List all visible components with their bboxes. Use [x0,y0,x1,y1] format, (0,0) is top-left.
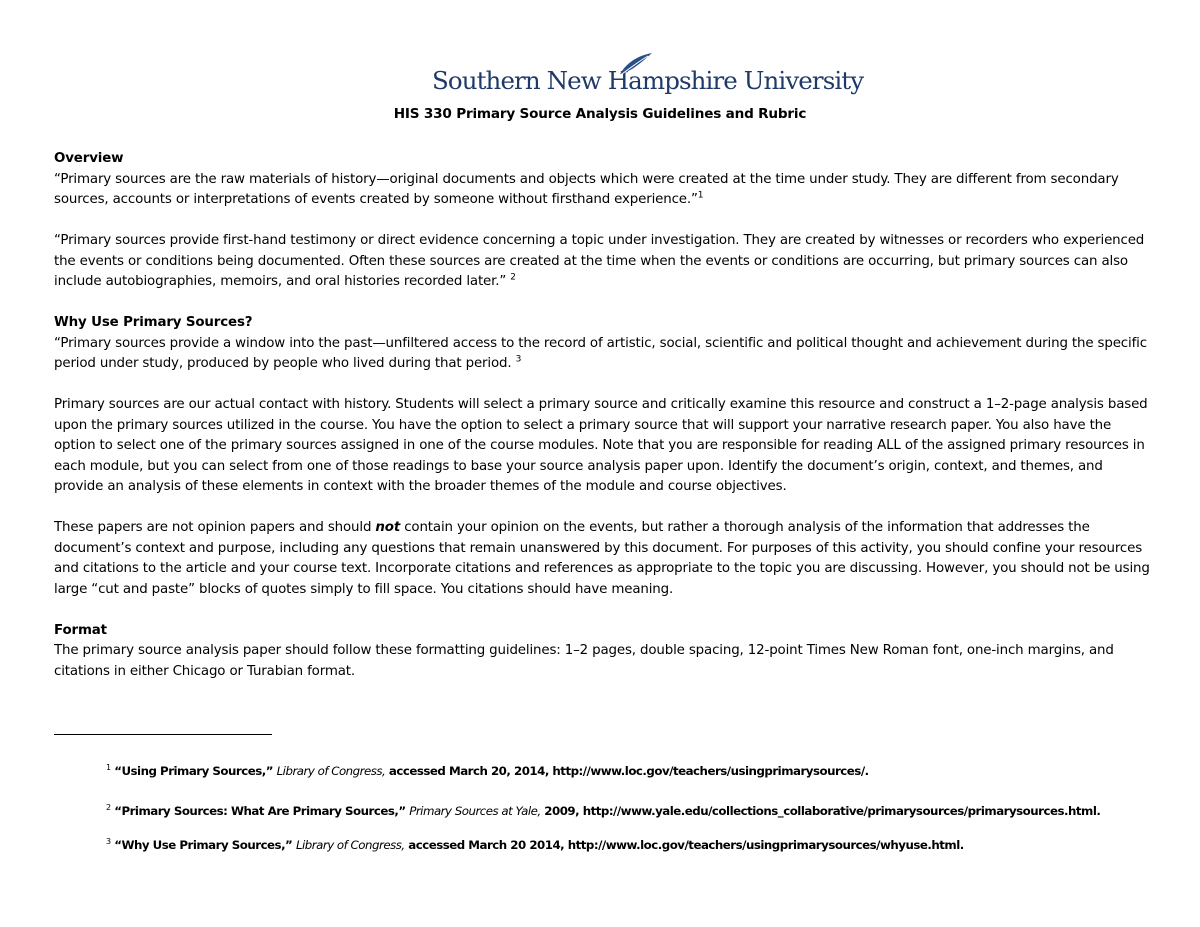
footnote-link[interactable]: accessed March 20, 2014, http://www.loc.gov/teachers/usingprimarysources/. [385,764,869,778]
university-logo [432,52,864,100]
why-paragraph-1 [54,334,1154,375]
footnote-2 [106,804,1100,818]
overview-paragraph-2-text: “Primary sources provide first-hand testimony or direct evidence concerning a topic under investigation. They are created by witnesses or recorders who experienced the events or conditions being documented. Often these sources are created at the time when the events or conditions are occurring, but primary sources can also include autobiographies, memoirs, and oral histories recorded later.” [54,233,1145,289]
document-title: HIS 330 Primary Source Analysis Guidelines and Rubric [393,106,807,122]
overview-paragraph-1-text: “Primary sources are the raw materials of history—original documents and objects which were created at the time under study. They are different from secondary sources, accounts or interpretations of events created by someone without firsthand experience.” [54,171,1119,207]
overview-heading: Overview [54,151,124,166]
footnote-ref-3[interactable]: 3 [515,354,522,365]
footnote-ref-1[interactable]: 1 [697,190,704,201]
document-body [54,149,1154,682]
format-heading: Format [54,622,107,638]
emphasis-not: not [375,520,401,535]
footnote-source: Library of Congress, [276,764,386,778]
why-paragraph-3 [54,518,1154,600]
leaf-icon [618,52,654,76]
why-paragraph-3-text-b: contain your opinion on the events, but rather a thorough analysis of the information that addresses the document’s context and purpose, including any questions that remain unanswered by this document. For purposes of this activity, you should confine your resources and citations to the article and your course text. Incorporate citations and references as appropriate to the topic you are discussing. However, you should not be using large “cut and paste” blocks of quotes simply to fill space. You citations should have meaning. [54,520,1150,597]
footnote-separator [54,734,272,735]
logo-wordmark: Southern New Hampshire University [432,66,864,95]
footnote-number: 1 [106,763,111,773]
format-paragraph: The primary source analysis paper should follow these formatting guidelines: 1–2 pages, double spacing, 12-point Times New Roman font, one-inch margins, and citations in either Chicago or Turabian format. [54,643,1114,679]
footnote-3 [106,838,964,852]
footnote-number: 2 [106,803,111,813]
why-paragraph-3-text-a: These papers are not opinion papers and should [54,520,376,535]
why-paragraph-1-text: “Primary sources provide a window into the past—unfiltered access to the record of artistic, social, scientific and political thought and achievement during the specific period under study, produced by people who lived during that period. [54,335,1147,371]
footnote-ref-2[interactable]: 2 [510,272,516,283]
footnote-number: 3 [106,837,111,847]
footnote-title: “Using Primary Sources,” [114,764,277,778]
footnote-source: Primary Sources at Yale, [409,804,541,818]
footnote-title: “Why Use Primary Sources,” [114,838,296,852]
footnote-title: “Primary Sources: What Are Primary Sources,” [114,804,410,818]
overview-paragraph-1 [54,170,1154,211]
footnote-1 [106,764,869,778]
footnote-link[interactable]: accessed March 20 2014, http://www.loc.gov/teachers/usingprimarysources/whyuse.html. [404,838,964,852]
overview-paragraph-2 [54,231,1154,293]
why-paragraph-2: Primary sources are our actual contact with history. Students will select a primary source and critically examine this resource and construct a 1–2-page analysis based upon the primary sources utilized in the course. You have the option to select a primary source that will support your narrative research paper. You also have the option to select one of the primary sources assigned in one of the course modules. Note that you are responsible for reading ALL of the assigned primary resources in each module, but you can select from one of those readings to base your source analysis paper upon. Identify the document’s origin, context, and themes, and provide an analysis of these elements in context with the broader themes of the module and course objectives. [54,397,1148,494]
footnote-link[interactable]: 2009, http://www.yale.edu/collections_collaborative/primarysources/primarysources.html. [540,804,1101,818]
why-heading: Why Use Primary Sources? [54,315,253,330]
footnote-source: Library of Congress, [295,838,405,852]
